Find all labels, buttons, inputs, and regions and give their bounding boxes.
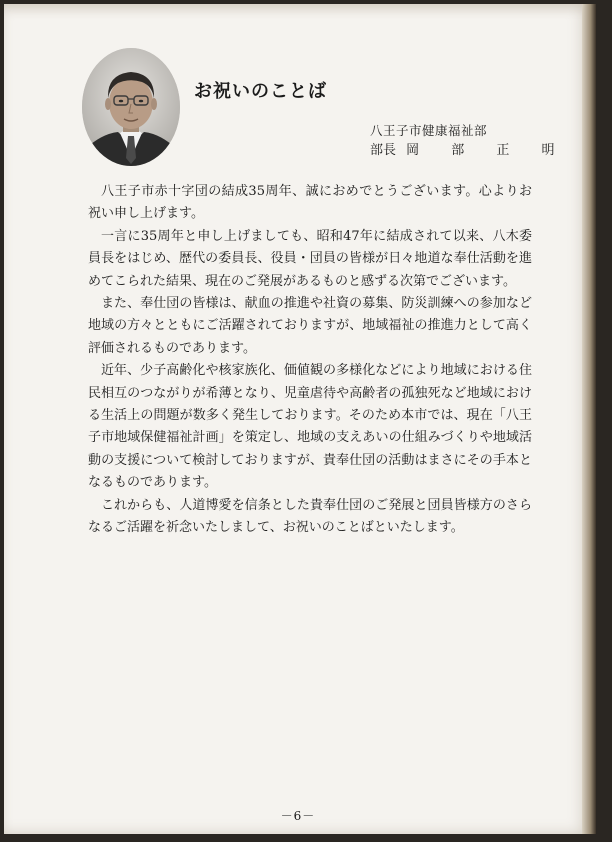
signer-name: 岡 部 正 明 xyxy=(406,143,569,158)
department-name: 八王子市健康福祉部 xyxy=(370,123,488,138)
page-number: －6－ xyxy=(280,809,316,823)
page-edge-shadow xyxy=(582,4,596,834)
page-title: お祝いのことば xyxy=(194,81,327,102)
signer-line xyxy=(370,139,569,158)
paragraph: 八王子市赤十字団の結成35周年、誠におめでとうございます。心よりお祝い申し上げます。 xyxy=(88,184,532,222)
paragraph: また、奉仕団の皆様は、献血の推進や社資の募集、防災訓練への参加など地域の方々とともにご活躍されておりますが、地域福祉の推進力として高く評価されるものであります。 xyxy=(88,296,532,356)
portrait-illustration xyxy=(82,48,180,166)
message-body xyxy=(88,181,532,540)
portrait-photo xyxy=(82,48,180,166)
paragraph: これからも、人道博愛を信条とした貴奉仕団のご発展と団員皆様方のさらなるご活躍を祈念いたしまして、お祝いのことばといたします。 xyxy=(88,497,532,536)
document-page xyxy=(4,4,592,834)
paragraph: 近年、少子高齢化や核家族化、価値観の多様化などにより地域における住民相互のつながりが希薄となり、児童虐待や高齢者の孤独死など地域における生活上の問題が数多く発生しております。そのため本市では、現在「八王子市地域保健福祉計画」を策定し、地域の支えあいの仕組みづくりや地域活動の支援について検討しておりますが、貴奉仕団の活動はまさにその手本となるものであります。 xyxy=(88,363,532,491)
paragraph: 一言に35周年と申し上げましても、昭和47年に結成されて以来、八木委員長をはじめ、歴代の委員長、役員・団員の皆様が日々地道な奉仕活動を進めてこられた結果、現在のご発展があるものと感ずる次第でございます。 xyxy=(88,228,532,289)
signer-role: 部長 xyxy=(370,143,397,158)
